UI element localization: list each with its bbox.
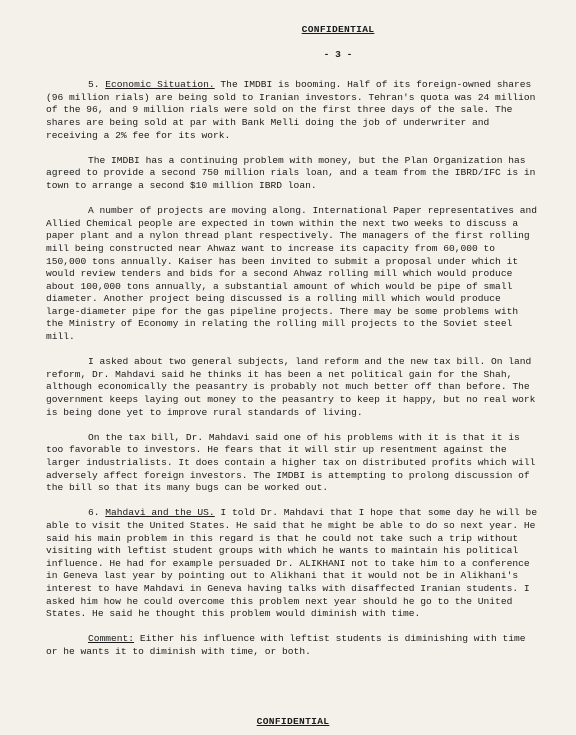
comment-heading: Comment: [88,633,135,645]
paragraph-imdbi-money [46,155,540,193]
classification-footer: CONFIDENTIAL [256,716,330,727]
paragraph-heading: Economic Situation. [105,79,215,91]
paragraph-number: 6. [88,507,100,519]
page-number: - 3 - [323,48,353,60]
paragraph-economic-situation [46,79,540,142]
paragraph-land-reform [46,356,540,419]
paragraph-text: I asked about two general subjects, land reform and the new tax bill. On land reform, Dr. Mahdavi said he thinks it has been a net political gain for the Shah, although economically the peasantry is probably not much better off than before. The government keeps laying out money to the peasantry to keep it happy, but no real work is being done yet to improve rural standards of living. [46,356,536,418]
classification-header: CONFIDENTIAL [301,24,375,35]
paragraph-text: The IMDBI has a continuing problem with money, but the Plan Organization has agreed to provide a second 750 million rials loan, and a team from the IBRD/IFC is in town to arrange a second $10 million IBRD loan. [46,154,536,191]
paragraph-tax-bill [46,432,540,495]
paragraph-mahdavi-and-us [46,507,540,620]
paragraph-text: I told Dr. Mahdavi that I hope that some day he will be able to visit the United States. He said that he might be able to do so next year. He said his main problem in this regard is that he could not take such a trip without visiting with leftist student groups with which he wants to maintain his political influence. He had for example persuaded Dr. ALIKHANI not to take him to a conference in Geneva last year by pointing out to Alikhani that it would not be in Alikhani's interest to have Mahdavi in Geneva having talks with disaffected Iranian students. I asked him how he could overcome this problem next year should he go to the United States. He said he thought this problem would diminish with time. [46,507,538,620]
paragraph-text: The IMDBI is booming. Half of its foreign-owned shares (96 million rials) are being sold to Iranian investors. Tehran's quota was 24 million of the 96, and 9 million rials were sold on the first three days of the sale. The shares are being sold at par with Bank Melli doing the job of underwriter and receiving a 2% fee for its work. [46,79,536,141]
paragraph-text: A number of projects are moving along. International Paper representatives and Allied Chemical people are expected in town within the next two weeks to discuss a paper plant and a nylon thread plant respectively. The managers of the first rolling mill being constructed near Ahwaz want to increase its capacity from 60,000 to 150,000 tons annually. Kaiser has been invited to submit a proposal under which it would review tenders and bids for a second Ahwaz rolling mill which would produce about 100,000 tons annually, a substantial amount of which would be pipe of small diameter. Another project being discussed is a rolling mill which would produce large-diameter pipe for the gas pipeline projects. There may be some problems with the Ministry of Economy in relating the rolling mill projects to the Soviet steel mill. [46,205,538,343]
paragraph-text: Either his influence with leftist students is diminishing with time or he wants it to diminish with time, or both. [46,633,526,657]
paragraph-projects [46,205,540,344]
paragraph-comment [46,633,540,658]
paragraph-heading: Mahdavi and the US. [105,507,215,519]
paragraph-text: On the tax bill, Dr. Mahdavi said one of his problems with it is that it is too favorable to investors. He fears that it will stir up resentment against the larger industrialists. It does contain a higher tax on distributed profits which will adversely affect foreign investors. The IMDBI is attempting to prolong discussion of the bill so that its many bugs can be worked out. [46,431,536,494]
paragraph-number: 5. [88,79,100,91]
